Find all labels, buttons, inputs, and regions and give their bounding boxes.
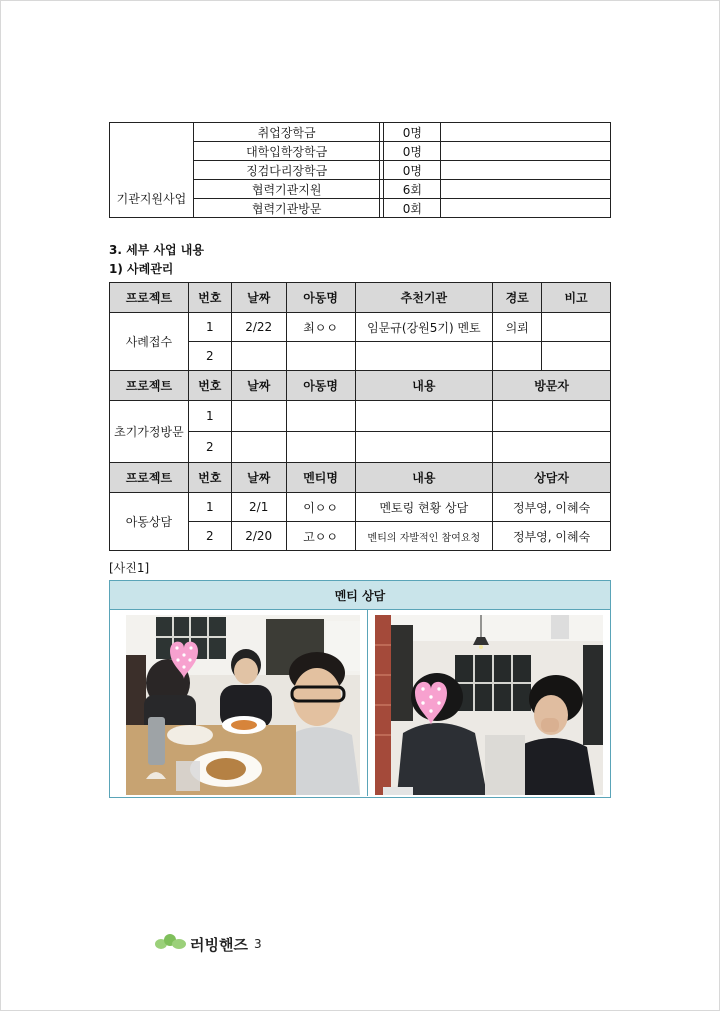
table-row: 사례접수 1 2/22 최ㅇㅇ 임문규(강원5기) 멘토 의뢰: [110, 313, 611, 342]
table-row: 초기가정방문 1: [110, 401, 611, 432]
page-number: 3: [253, 937, 262, 951]
item-cell: 대학입학장학금: [193, 142, 380, 161]
case-management-table: [109, 282, 611, 551]
group-blank: [110, 123, 194, 180]
value-cell: 6회: [384, 180, 441, 199]
project-cell: 초기가정방문: [110, 401, 189, 463]
photo-box: [109, 580, 611, 798]
photo-label: [사진1]: [109, 561, 150, 575]
section-title: 3. 세부 사업 내용: [109, 243, 204, 257]
footer-brand: 러빙핸즈: [190, 935, 248, 954]
subsection-title: 1) 사례관리: [109, 262, 174, 276]
project-cell: 아동상담: [110, 493, 189, 551]
photo-restaurant-table: [126, 615, 360, 795]
item-cell: 협력기관지원: [193, 180, 380, 199]
table-row: 2: [110, 432, 611, 463]
photo-divider: [367, 610, 368, 796]
value-cell: 0명: [384, 161, 441, 180]
table-row: 2 2/20 고ㅇㅇ 멘티의 자발적인 참여요청 정부영, 이혜숙: [110, 522, 611, 551]
project-cell: 사례접수: [110, 313, 189, 371]
support-program-table: [109, 122, 611, 218]
item-cell: 협력기관방문: [193, 199, 380, 218]
table-header: 프로젝트 번호 날짜 아동명 내용 방문자: [110, 371, 611, 401]
group-label: 기관지원사업: [110, 180, 194, 218]
value-cell: 0회: [384, 199, 441, 218]
photo-counseling: [375, 615, 603, 795]
table-row: 아동상담 1 2/1 이ㅇㅇ 멘토링 현황 상담 정부영, 이혜숙: [110, 493, 611, 522]
item-cell: 취업장학금: [193, 123, 380, 142]
table-row: [110, 123, 611, 142]
value-cell: 0명: [384, 142, 441, 161]
value-cell: 0명: [384, 123, 441, 142]
table-header: 프로젝트 번호 날짜 멘티명 내용 상담자: [110, 463, 611, 493]
table-header: 프로젝트 번호 날짜 아동명 추천기관 경로 비고: [110, 283, 611, 313]
footer: [153, 932, 262, 956]
photo-box-title: 멘티 상담: [110, 581, 610, 610]
item-cell: 징검다리장학금: [193, 161, 380, 180]
logo-icon: [153, 932, 187, 956]
table-row: 2: [110, 342, 611, 371]
table-row: [110, 180, 611, 199]
